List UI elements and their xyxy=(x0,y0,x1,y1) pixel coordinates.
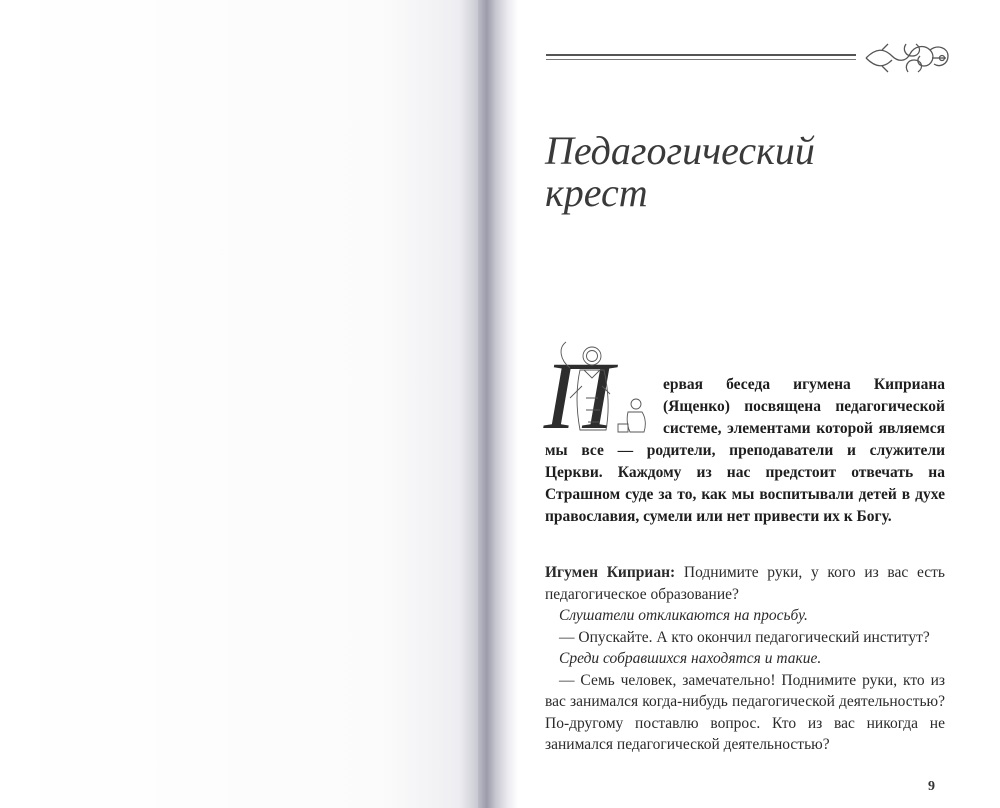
dialogue-block xyxy=(545,562,945,756)
header-ornament-icon xyxy=(862,36,952,80)
lead-text: ервая беседа игумена Киприана (Ященко) посвящена педагогической системе, элементами которой являемся мы все — родители, преподаватели и служители Церкви. Каждому из нас предстоит отвечать на Страшном суде за то, как мы воспитывали детей в духе православия, сумели или нет привести их к Богу. xyxy=(545,376,945,525)
header-rule xyxy=(546,54,856,60)
dialogue-paragraph-1 xyxy=(545,562,945,605)
page-number: 9 xyxy=(928,779,935,794)
dialogue-paragraph-2: — Опускайте. А кто окончил педагогический институт? xyxy=(559,628,930,646)
chapter-title-line1: Педагогический xyxy=(545,128,815,173)
speaker-name: Игумен Киприан: xyxy=(545,564,676,581)
dialogue-text-1: Поднимите руки, у кого из вас есть педагогическое образование? xyxy=(545,564,945,603)
lead-paragraph xyxy=(545,374,945,528)
dropcap-letter: П xyxy=(544,342,614,438)
chapter-title-line2: крест xyxy=(545,170,648,215)
book-gutter xyxy=(478,0,518,808)
stage-remark-1: Слушатели откликаются на просьбу. xyxy=(559,607,808,624)
stage-remark-2: Среди собравшихся находятся и такие. xyxy=(559,650,822,667)
left-page-blank xyxy=(0,0,478,808)
dialogue-paragraph-3: — Семь человек, замечательно! Поднимите руки, кто из вас занимался когда-нибудь педагогической деятельностью? По-другому поставлю вопрос. Кто из вас никогда не занимался педагогической деятельностью? xyxy=(545,671,945,753)
chapter-title xyxy=(545,130,945,214)
